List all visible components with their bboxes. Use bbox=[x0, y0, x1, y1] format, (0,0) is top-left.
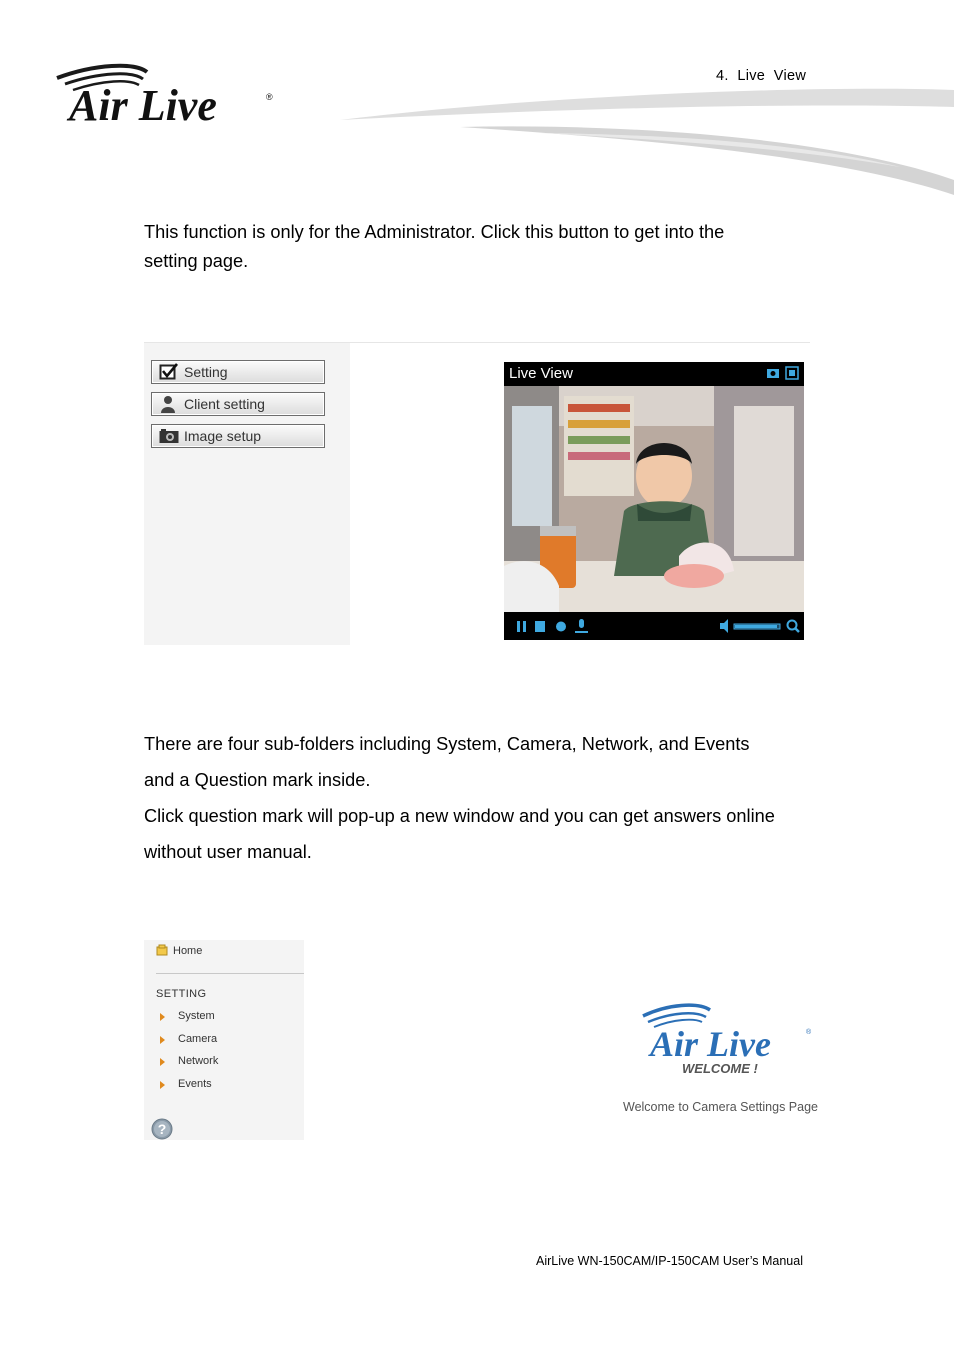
live-view-screenshot bbox=[144, 342, 810, 645]
record-icon[interactable] bbox=[556, 622, 566, 632]
nav-item-label: Camera bbox=[178, 1033, 218, 1045]
live-view-window bbox=[504, 362, 804, 640]
arrow-right-icon bbox=[158, 1012, 166, 1022]
svg-text:?: ? bbox=[157, 1121, 167, 1137]
question-mark-icon[interactable] bbox=[151, 1118, 173, 1140]
zoom-icon[interactable] bbox=[788, 621, 800, 633]
text-line: without user manual. bbox=[144, 842, 312, 862]
checkbox-icon bbox=[159, 363, 179, 381]
volume-slider[interactable] bbox=[734, 624, 780, 629]
arrow-right-icon bbox=[158, 1035, 166, 1045]
text-line: setting page. bbox=[144, 251, 249, 271]
snapshot-icon[interactable] bbox=[767, 369, 779, 378]
microphone-icon[interactable] bbox=[575, 619, 588, 633]
divider bbox=[156, 973, 304, 974]
pause-icon[interactable] bbox=[517, 621, 526, 632]
text-line: This function is only for the Administrator. Click this button to get into the bbox=[144, 222, 725, 242]
setting-heading: SETTING bbox=[156, 988, 207, 1000]
client-setting-label: Client setting bbox=[184, 396, 265, 412]
svg-text:®: ® bbox=[806, 1029, 812, 1036]
playback-controls bbox=[504, 612, 804, 640]
welcome-logo-text: Air Live bbox=[650, 1024, 771, 1064]
text-line: Click question mark will pop-up a new window and you can get answers online bbox=[144, 806, 775, 826]
arrow-right-icon bbox=[158, 1057, 166, 1067]
subfolder-description bbox=[144, 726, 824, 870]
chapter-heading: 4. Live View bbox=[716, 68, 807, 84]
footer-manual-title: AirLive WN-150CAM/IP-150CAM User’s Manual bbox=[536, 1254, 803, 1268]
stop-icon[interactable] bbox=[535, 621, 545, 632]
nav-item-label: Events bbox=[178, 1078, 212, 1090]
nav-item-label: Network bbox=[178, 1055, 219, 1067]
image-setup-label: Image setup bbox=[184, 428, 262, 444]
camera-feed-image bbox=[504, 386, 804, 612]
airlive-logo bbox=[55, 62, 280, 128]
text-line: and a Question mark inside. bbox=[144, 770, 371, 790]
home-link[interactable]: Home bbox=[173, 945, 203, 957]
live-view-toolbar bbox=[766, 366, 800, 380]
setting-button[interactable] bbox=[151, 360, 325, 384]
text-line: There are four sub-folders including System, Camera, Network, and Events bbox=[144, 734, 750, 754]
live-view-title: Live View bbox=[509, 365, 573, 382]
svg-text:®: ® bbox=[266, 92, 273, 102]
welcome-logo bbox=[638, 1002, 818, 1082]
user-icon bbox=[159, 395, 179, 413]
welcome-banner: WELCOME ! bbox=[682, 1061, 758, 1076]
svg-text:Air Live: Air Live bbox=[69, 81, 217, 128]
settings-nav-screenshot bbox=[144, 940, 304, 1140]
arrow-right-icon bbox=[158, 1080, 166, 1090]
welcome-caption: Welcome to Camera Settings Page bbox=[623, 1100, 819, 1114]
volume-icon[interactable] bbox=[720, 619, 728, 633]
nav-item-label: System bbox=[178, 1010, 215, 1022]
home-icon[interactable] bbox=[156, 944, 168, 956]
camera-icon bbox=[159, 427, 179, 445]
fullscreen-icon[interactable] bbox=[786, 367, 798, 379]
setting-label: Setting bbox=[184, 364, 228, 380]
admin-description bbox=[144, 218, 824, 276]
menu-panel bbox=[144, 343, 350, 645]
client-setting-button[interactable] bbox=[151, 392, 325, 416]
header-swoosh bbox=[340, 85, 954, 200]
image-setup-button[interactable] bbox=[151, 424, 325, 448]
